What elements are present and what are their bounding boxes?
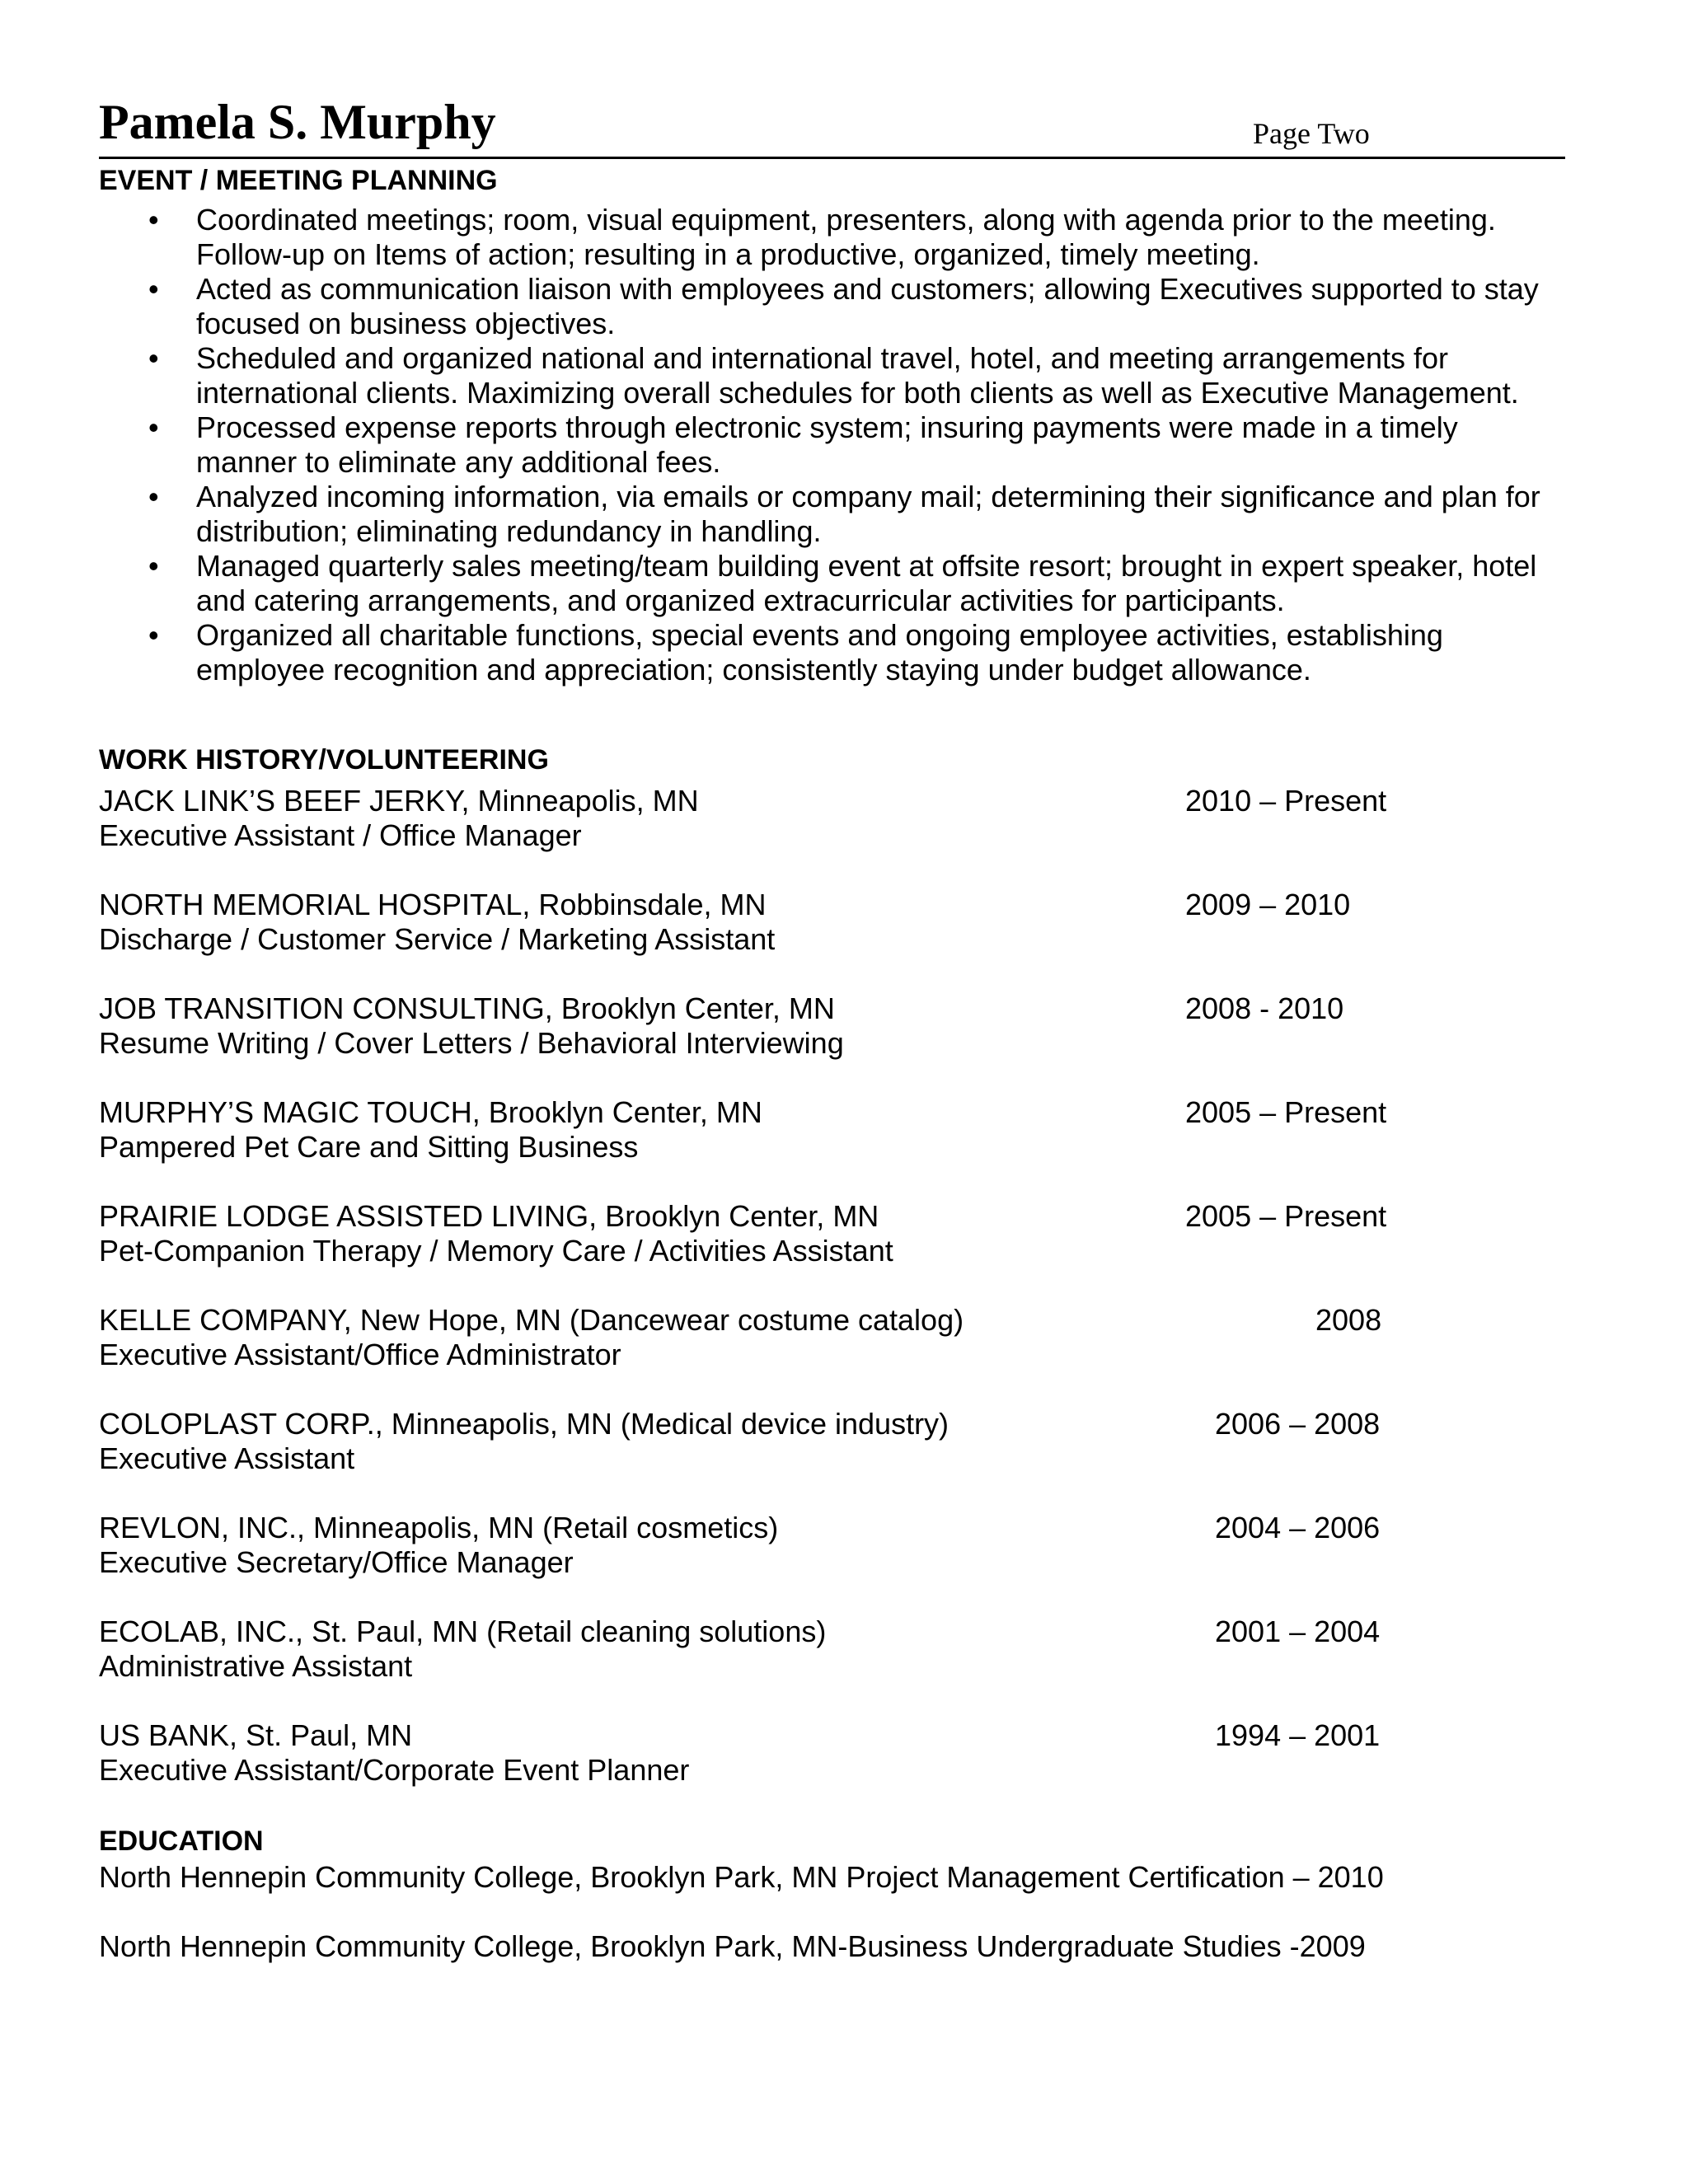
bullet-icon: • xyxy=(148,203,159,237)
job-role: Administrative Assistant xyxy=(99,1649,413,1683)
job-employer: REVLON, INC., Minneapolis, MN (Retail cosmetics) xyxy=(99,1511,779,1544)
section-heading-education: EDUCATION xyxy=(99,1825,264,1857)
job-employer: PRAIRIE LODGE ASSISTED LIVING, Brooklyn Center, MN xyxy=(99,1199,879,1233)
job-dates: 1994 – 2001 xyxy=(1215,1718,1381,1752)
education-entry: North Hennepin Community College, Brooklyn Park, MN-Business Undergraduate Studies -2009 xyxy=(99,1929,1366,1963)
list-item xyxy=(148,203,1566,272)
list-item xyxy=(148,341,1566,410)
job-employer: COLOPLAST CORP., Minneapolis, MN (Medical device industry) xyxy=(99,1407,950,1441)
bullet-icon: • xyxy=(148,549,159,583)
job-role: Executive Secretary/Office Manager xyxy=(99,1545,574,1579)
job-role: Executive Assistant xyxy=(99,1441,355,1475)
list-item xyxy=(148,410,1566,480)
job-dates: 2008 - 2010 xyxy=(1185,991,1344,1025)
job-employer: US BANK, St. Paul, MN xyxy=(99,1718,413,1752)
list-item xyxy=(148,480,1566,549)
bullet-icon: • xyxy=(148,410,159,444)
bullet-line: employee recognition and appreciation; consistently staying under budget allowance. xyxy=(196,653,1311,687)
job-dates: 2006 – 2008 xyxy=(1215,1407,1381,1441)
bullet-line: Coordinated meetings; room, visual equipment, presenters, along with agenda prior to the meeting. xyxy=(196,203,1496,237)
job-employer: NORTH MEMORIAL HOSPITAL, Robbinsdale, MN xyxy=(99,888,767,921)
page-label: Page Two xyxy=(1253,117,1370,150)
bullet-line: Processed expense reports through electronic system; insuring payments were made in a timely xyxy=(196,410,1458,444)
job-dates: 2005 – Present xyxy=(1185,1095,1387,1129)
bullet-icon: • xyxy=(148,618,159,652)
bullet-line: focused on business objectives. xyxy=(196,307,616,340)
bullet-line: Managed quarterly sales meeting/team building event at offsite resort; brought in expert speaker, hotel xyxy=(196,549,1537,583)
education-entry: North Hennepin Community College, Brooklyn Park, MN Project Management Certification – 2010 xyxy=(99,1860,1384,1894)
list-item xyxy=(148,272,1566,341)
job-role: Pampered Pet Care and Sitting Business xyxy=(99,1130,639,1164)
bullet-line: distribution; eliminating redundancy in handling. xyxy=(196,514,822,548)
list-item xyxy=(148,549,1566,618)
bullet-line: Analyzed incoming information, via emails or company mail; determining their significance and plan for xyxy=(196,480,1540,513)
bullet-line: Scheduled and organized national and international travel, hotel, and meeting arrangements for xyxy=(196,341,1449,375)
job-role: Resume Writing / Cover Letters / Behavioral Interviewing xyxy=(99,1026,844,1060)
job-dates: 2010 – Present xyxy=(1185,784,1387,818)
bullet-line: Follow-up on Items of action; resulting in a productive, organized, timely meeting. xyxy=(196,237,1260,271)
list-item xyxy=(148,618,1566,687)
job-dates: 2009 – 2010 xyxy=(1185,888,1351,921)
event-planning-list xyxy=(148,203,1566,687)
bullet-line: manner to eliminate any additional fees. xyxy=(196,445,721,479)
bullet-line: Acted as communication liaison with employees and customers; allowing Executives supported to stay xyxy=(196,272,1539,306)
bullet-icon: • xyxy=(148,480,159,513)
bullet-line: international clients. Maximizing overall schedules for both clients as well as Executive Management. xyxy=(196,376,1519,410)
job-employer: KELLE COMPANY, New Hope, MN (Dancewear costume catalog) xyxy=(99,1303,964,1337)
job-employer: JOB TRANSITION CONSULTING, Brooklyn Center, MN xyxy=(99,991,835,1025)
header-divider xyxy=(99,157,1565,159)
job-role: Executive Assistant / Office Manager xyxy=(99,818,582,852)
bullet-line: and catering arrangements, and organized extracurricular activities for participants. xyxy=(196,583,1285,617)
section-heading-event-planning: EVENT / MEETING PLANNING xyxy=(99,165,498,196)
job-dates: 2008 xyxy=(1315,1303,1382,1337)
job-employer: MURPHY’S MAGIC TOUCH, Brooklyn Center, MN xyxy=(99,1095,762,1129)
resume-name: Pamela S. Murphy xyxy=(99,95,496,149)
job-role: Pet-Companion Therapy / Memory Care / Activities Assistant xyxy=(99,1234,893,1268)
job-role: Executive Assistant/Office Administrator xyxy=(99,1338,621,1371)
job-employer: ECOLAB, INC., St. Paul, MN (Retail cleaning solutions) xyxy=(99,1615,827,1648)
bullet-icon: • xyxy=(148,341,159,375)
job-dates: 2001 – 2004 xyxy=(1215,1615,1381,1648)
job-role: Executive Assistant/Corporate Event Planner xyxy=(99,1753,690,1787)
job-employer: JACK LINK’S BEEF JERKY, Minneapolis, MN xyxy=(99,784,699,818)
bullet-icon: • xyxy=(148,272,159,306)
job-dates: 2004 – 2006 xyxy=(1215,1511,1381,1544)
section-heading-work-history: WORK HISTORY/VOLUNTEERING xyxy=(99,744,549,776)
job-dates: 2005 – Present xyxy=(1185,1199,1387,1233)
job-role: Discharge / Customer Service / Marketing Assistant xyxy=(99,922,776,956)
bullet-line: Organized all charitable functions, special events and ongoing employee activities, establishing xyxy=(196,618,1443,652)
